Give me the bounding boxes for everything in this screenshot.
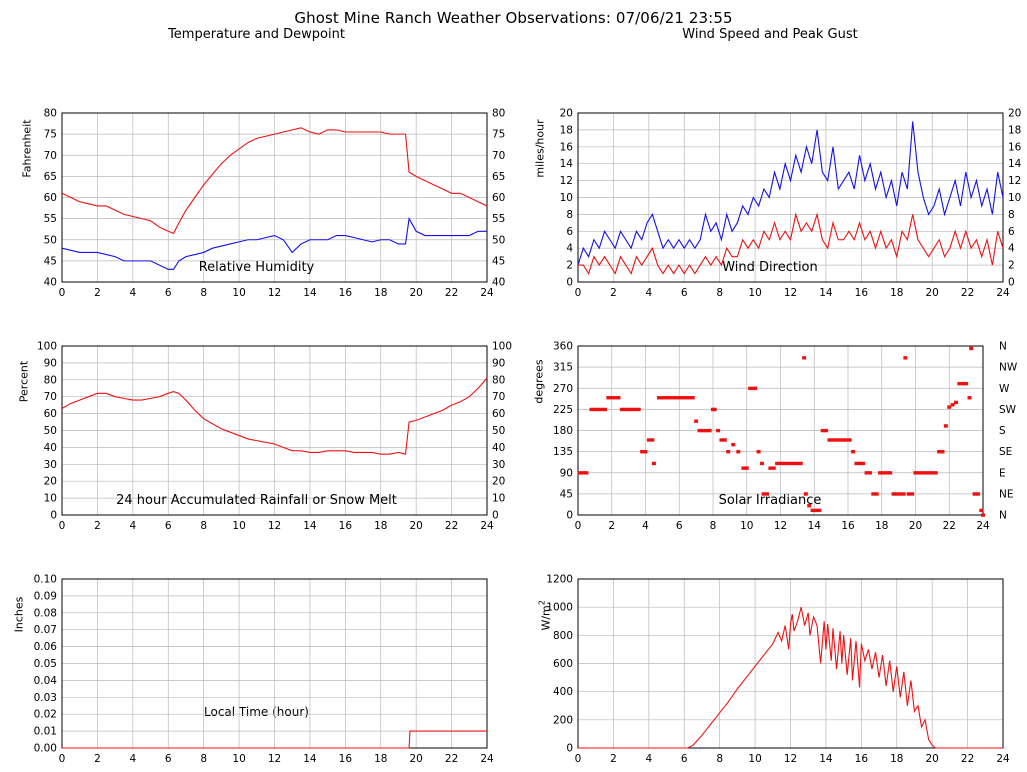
svg-text:12: 12 [773,520,788,532]
svg-text:360: 360 [552,340,573,353]
y-axis-label: degrees [532,359,546,404]
svg-text:80: 80 [43,374,57,387]
svg-text:50: 50 [43,234,57,247]
svg-text:0: 0 [574,520,582,532]
svg-text:2: 2 [566,259,573,272]
svg-text:0.07: 0.07 [33,624,57,637]
svg-text:80: 80 [492,374,506,387]
svg-text:16: 16 [338,753,353,765]
svg-text:N: N [999,509,1007,522]
y-axis-label: Fahrenheit [20,119,34,178]
svg-text:225: 225 [552,403,573,416]
svg-text:NW: NW [999,361,1018,374]
svg-text:10: 10 [1008,192,1022,204]
svg-text:10: 10 [492,492,506,505]
svg-text:16: 16 [854,287,869,299]
svg-text:20: 20 [409,520,423,532]
svg-text:100: 100 [36,340,57,353]
svg-text:0.05: 0.05 [33,658,57,670]
svg-text:50: 50 [492,425,506,437]
svg-text:90: 90 [559,467,573,480]
svg-text:10: 10 [748,287,762,299]
svg-text:20: 20 [1008,107,1022,120]
svg-text:8: 8 [200,287,208,299]
y-axis-label: Percent [17,360,31,403]
svg-text:65: 65 [43,170,57,183]
svg-text:400: 400 [552,686,573,699]
svg-text:40: 40 [492,441,506,454]
y-axis-label: Inches [12,596,26,633]
svg-text:16: 16 [854,753,869,765]
svg-text:12: 12 [267,520,282,532]
svg-text:6: 6 [675,520,683,532]
svg-text:14: 14 [303,520,317,532]
svg-text:75: 75 [492,128,506,141]
svg-text:600: 600 [552,658,573,670]
svg-text:18: 18 [559,124,573,137]
svg-text:4: 4 [129,753,137,765]
svg-text:18: 18 [890,753,904,765]
svg-text:22: 22 [444,753,459,765]
svg-text:14: 14 [303,287,317,299]
page-title: Ghost Mine Ranch Weather Observations: 07/06/21 23:55 [294,9,733,27]
svg-text:14: 14 [807,520,821,532]
svg-text:0: 0 [566,276,573,289]
svg-text:180: 180 [552,425,573,437]
svg-text:6: 6 [164,287,172,299]
svg-text:12: 12 [783,287,798,299]
svg-text:SW: SW [999,403,1017,416]
svg-text:12: 12 [1008,175,1022,188]
svg-text:60: 60 [492,192,506,204]
svg-text:20: 20 [908,520,923,532]
svg-text:8: 8 [716,753,724,765]
svg-text:6: 6 [566,225,573,238]
svg-text:14: 14 [819,287,833,299]
svg-text:0.00: 0.00 [33,742,57,755]
svg-text:6: 6 [680,753,688,765]
svg-text:14: 14 [819,753,833,765]
svg-text:24: 24 [996,753,1010,765]
svg-text:1000: 1000 [546,601,573,614]
svg-text:12: 12 [559,175,573,188]
svg-text:18: 18 [875,520,889,532]
panel-title: 24 hour Accumulated Rainfall or Snow Melt [116,493,397,508]
svg-text:W: W [999,382,1010,395]
svg-text:270: 270 [552,382,573,395]
svg-text:2: 2 [610,287,617,299]
svg-text:0.10: 0.10 [33,573,57,586]
panel-title: Wind Speed and Peak Gust [682,27,858,42]
svg-text:200: 200 [552,714,573,727]
svg-text:8: 8 [200,520,208,532]
svg-text:0: 0 [50,509,57,522]
svg-text:0: 0 [58,753,66,765]
svg-text:6: 6 [164,753,172,765]
svg-text:8: 8 [200,753,208,765]
svg-text:55: 55 [492,213,506,226]
svg-text:65: 65 [492,170,506,183]
svg-text:0.02: 0.02 [33,708,57,721]
svg-text:90: 90 [492,357,506,370]
svg-text:2: 2 [94,753,101,765]
svg-text:22: 22 [942,520,956,532]
svg-text:45: 45 [559,488,573,501]
svg-text:18: 18 [374,753,388,765]
svg-text:60: 60 [492,408,506,421]
svg-text:8: 8 [566,208,573,221]
svg-text:2: 2 [608,520,616,532]
svg-text:18: 18 [374,520,388,532]
svg-text:4: 4 [645,287,653,299]
svg-text:0.06: 0.06 [33,641,57,654]
svg-text:40: 40 [492,276,506,289]
panel-title: Relative Humidity [198,260,315,275]
svg-text:12: 12 [267,753,282,765]
svg-text:70: 70 [492,149,506,162]
svg-text:8: 8 [709,520,717,532]
svg-text:24: 24 [480,287,494,299]
svg-text:8: 8 [1008,208,1015,221]
svg-text:6: 6 [164,520,172,532]
svg-text:2: 2 [1008,259,1015,272]
svg-text:NE: NE [999,488,1014,501]
svg-text:100: 100 [492,340,513,353]
panel-title: Solar Irradiance [718,493,822,508]
svg-text:0.09: 0.09 [33,590,57,603]
svg-text:10: 10 [232,753,246,765]
svg-text:14: 14 [1008,158,1022,171]
svg-text:70: 70 [43,391,57,404]
svg-text:4: 4 [645,753,653,765]
svg-text:2: 2 [610,753,617,765]
svg-text:800: 800 [552,629,573,642]
svg-text:18: 18 [374,287,388,299]
svg-text:6: 6 [1008,225,1015,238]
svg-text:70: 70 [43,149,57,162]
svg-text:4: 4 [129,287,137,299]
svg-text:20: 20 [43,475,57,488]
svg-text:30: 30 [492,458,506,471]
svg-text:24: 24 [976,520,990,532]
svg-text:90: 90 [43,357,57,370]
svg-text:315: 315 [552,361,573,374]
svg-text:80: 80 [43,107,57,120]
svg-text:N: N [999,340,1007,353]
svg-text:18: 18 [1008,124,1022,137]
svg-text:0.03: 0.03 [33,691,57,704]
panel-title: Wind Direction [722,260,818,275]
y-axis-label: $W/m^2$ [537,600,553,631]
svg-text:45: 45 [43,255,57,268]
svg-text:20: 20 [409,287,423,299]
svg-text:10: 10 [43,492,57,505]
plot-area [513,493,1027,765]
svg-text:0: 0 [566,742,573,755]
svg-text:22: 22 [960,287,975,299]
svg-text:40: 40 [43,441,57,454]
svg-text:10: 10 [559,192,573,204]
svg-text:0: 0 [58,520,66,532]
svg-text:16: 16 [1008,141,1022,154]
svg-text:135: 135 [552,446,573,459]
svg-text:20: 20 [925,753,939,765]
svg-text:24: 24 [480,520,494,532]
x-axis-label: Local Time (hour) [204,705,309,719]
svg-text:20: 20 [559,107,573,120]
svg-text:70: 70 [492,391,506,404]
svg-text:2: 2 [94,287,101,299]
svg-text:0: 0 [566,509,573,522]
svg-text:6: 6 [680,287,688,299]
svg-text:2: 2 [94,520,101,532]
svg-text:S: S [999,425,1006,437]
svg-text:4: 4 [566,242,573,255]
svg-text:50: 50 [43,425,57,437]
svg-text:16: 16 [338,520,353,532]
svg-text:0.04: 0.04 [33,674,57,687]
charts-grid [0,27,1027,765]
svg-text:24: 24 [996,287,1010,299]
svg-text:0: 0 [58,287,66,299]
svg-text:4: 4 [1008,242,1015,255]
svg-text:80: 80 [492,107,506,120]
svg-text:14: 14 [559,158,573,171]
svg-text:22: 22 [444,520,459,532]
svg-text:20: 20 [409,753,423,765]
svg-text:4: 4 [642,520,649,532]
svg-text:4: 4 [129,520,137,532]
svg-text:10: 10 [748,753,762,765]
plot-area [0,493,513,765]
svg-text:8: 8 [716,287,724,299]
svg-text:22: 22 [444,287,459,299]
y-axis-label: miles/hour [533,119,547,178]
svg-text:0: 0 [1008,276,1015,289]
svg-text:0: 0 [574,287,582,299]
svg-text:30: 30 [43,458,57,471]
svg-text:12: 12 [267,287,282,299]
panel-solar-irradiance [513,493,1027,765]
svg-text:SE: SE [999,446,1013,459]
svg-text:1200: 1200 [546,573,573,586]
svg-text:16: 16 [559,141,573,154]
svg-text:0: 0 [574,753,582,765]
svg-text:18: 18 [890,287,904,299]
svg-text:45: 45 [492,255,506,268]
svg-text:24: 24 [480,753,494,765]
svg-text:0: 0 [492,509,499,522]
svg-text:20: 20 [925,287,939,299]
svg-text:75: 75 [43,128,57,141]
svg-text:10: 10 [232,287,246,299]
svg-text:10: 10 [740,520,754,532]
svg-text:10: 10 [232,520,246,532]
panel-title: Temperature and Dewpoint [168,27,345,42]
svg-text:22: 22 [960,753,975,765]
svg-text:12: 12 [783,753,798,765]
svg-text:16: 16 [841,520,855,532]
svg-text:50: 50 [492,234,506,247]
svg-text:16: 16 [338,287,353,299]
svg-text:0.01: 0.01 [33,725,57,738]
svg-text:14: 14 [303,753,317,765]
svg-text:E: E [999,467,1006,480]
svg-text:20: 20 [492,475,506,488]
svg-text:60: 60 [43,192,57,204]
svg-text:0.08: 0.08 [33,607,57,620]
svg-text:60: 60 [43,408,57,421]
svg-text:40: 40 [43,276,57,289]
svg-text:55: 55 [43,213,57,226]
panel-accumulated-rainfall [0,493,513,765]
